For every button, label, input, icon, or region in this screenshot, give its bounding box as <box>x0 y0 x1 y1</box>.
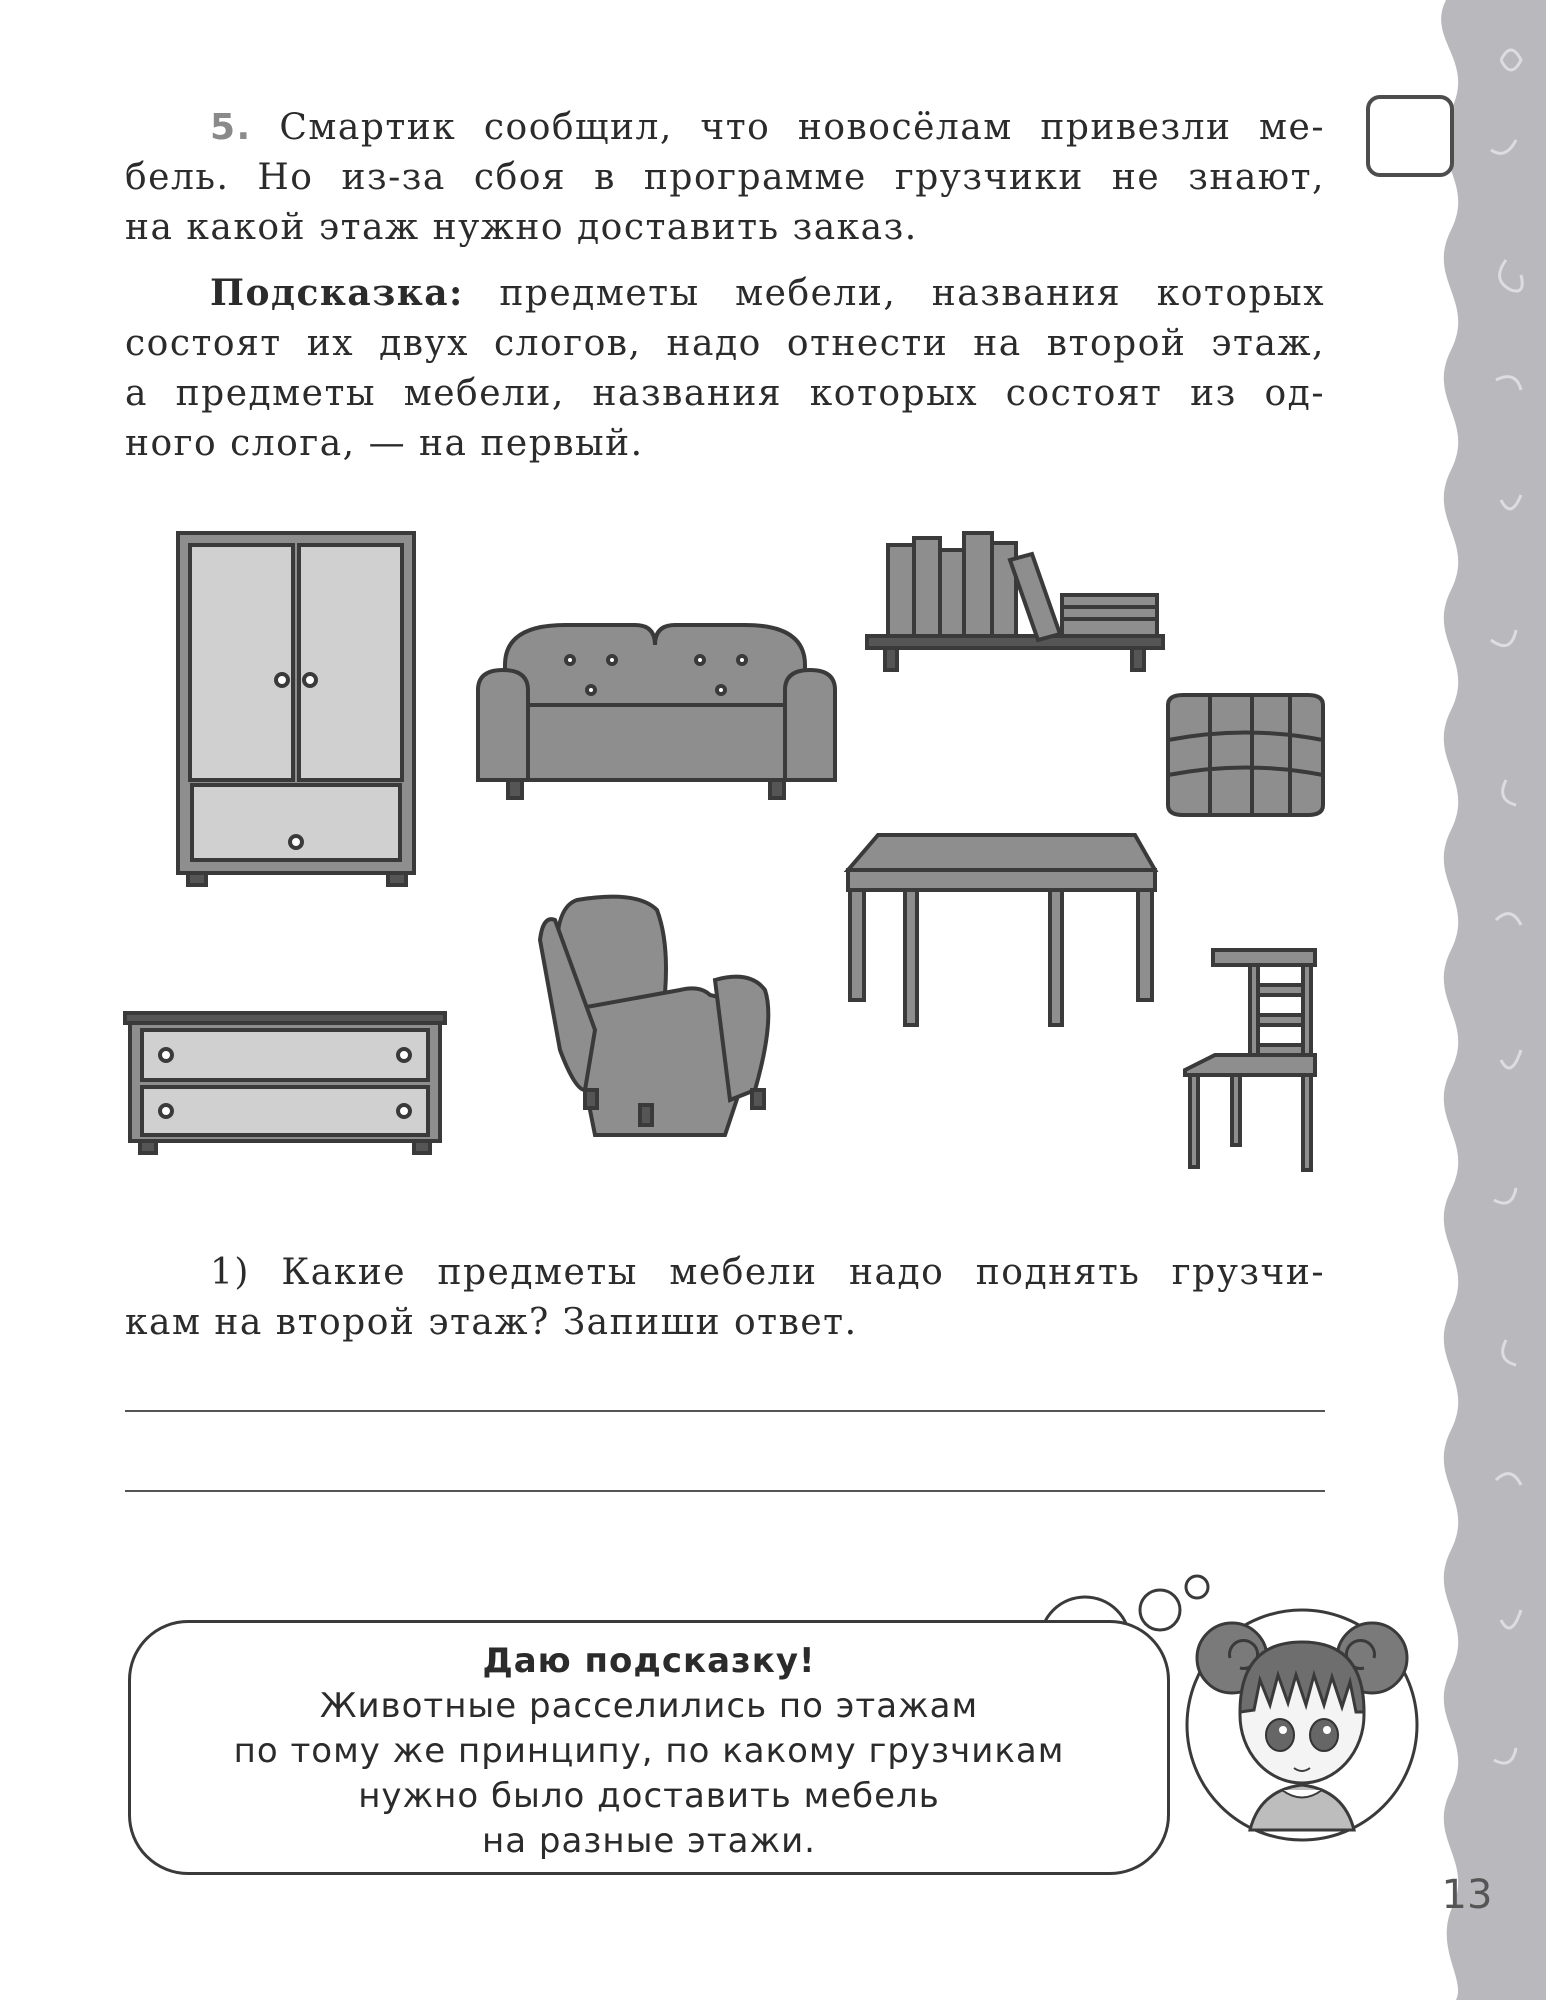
task-number: 5. <box>210 107 252 148</box>
hint-line: состоят их двух слогов, надо отнести на второй этаж, <box>125 323 1325 364</box>
bubble-line: нужно было доставить мебель <box>358 1776 940 1816</box>
question-line: кам на второй этаж? Запиши ответ. <box>125 1302 858 1343</box>
page-number: 13 <box>1441 1872 1493 1918</box>
task-intro-line: Смартик сообщил, что новосёлам привезли ме- <box>279 107 1325 148</box>
hint-line: предметы мебели, названия которых <box>499 273 1326 314</box>
hint-label: Подсказка: <box>210 272 464 314</box>
bubble-line: Животные расселились по этажам <box>319 1686 979 1726</box>
bubble-line: на разные этажи. <box>481 1821 816 1861</box>
task-intro-line: на какой этаж нужно доставить заказ. <box>125 207 918 248</box>
bubble-title: Даю подсказку! <box>482 1641 816 1681</box>
hint-line: а предметы мебели, названия которых состоят из од- <box>125 373 1325 414</box>
task-intro-line: бель. Но из-за сбоя в программе грузчики не знают, <box>125 157 1325 198</box>
hint-line: ного слога, — на первый. <box>125 423 644 464</box>
question-line: 1) Какие предметы мебели надо поднять грузчи- <box>210 1252 1325 1293</box>
bubble-line: по тому же принципу, по какому грузчикам <box>233 1731 1065 1771</box>
